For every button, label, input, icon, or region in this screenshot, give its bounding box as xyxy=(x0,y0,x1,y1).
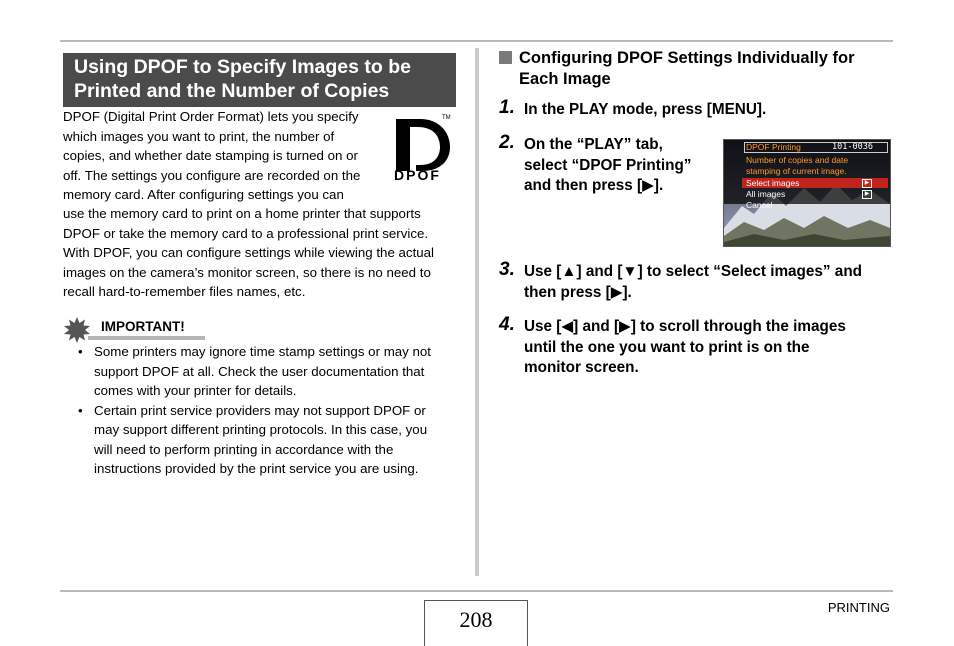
list-item-line: will need to perform printing in accordance with the xyxy=(94,441,394,457)
step-line: monitor screen. xyxy=(524,359,639,376)
intro-paragraph xyxy=(63,107,383,205)
screen-menu-arrow-icon: ▶ xyxy=(862,179,872,188)
screen-menu-item: All images xyxy=(746,189,786,199)
important-underline xyxy=(88,336,205,340)
step-number: 3. xyxy=(499,259,515,280)
step-text xyxy=(524,262,894,303)
sub-heading-text xyxy=(519,48,889,89)
intro-line: use the memory card to print on a home printer that supports xyxy=(63,206,421,221)
list-item xyxy=(78,401,454,479)
screen-menu-item: Select images xyxy=(746,178,800,188)
section-title-line: Printed and the Number of Copies xyxy=(74,80,390,102)
bullet-marker: • xyxy=(78,344,83,359)
column-divider xyxy=(475,48,479,576)
page-number: 208 xyxy=(459,607,493,632)
screen-menu-arrow-icon: ▶ xyxy=(862,190,872,199)
sub-heading xyxy=(499,48,889,88)
step-number: 2. xyxy=(499,132,515,153)
list-item-line: may support different printing protocols. In this case, you xyxy=(94,422,428,437)
bottom-rule xyxy=(60,590,893,592)
intro-line: images on the camera’s monitor screen, so there is no need to xyxy=(63,264,431,280)
step-number: 1. xyxy=(499,97,515,118)
list-item-line: support DPOF at all. Check the user documentation that xyxy=(94,363,425,379)
step-line: and then press [▶]. xyxy=(524,177,664,194)
step-line: In the PLAY mode, press [MENU]. xyxy=(524,101,767,118)
section-title-line: Using DPOF to Specify Images to be xyxy=(74,56,411,78)
screen-description-line: Number of copies and date xyxy=(746,155,849,165)
list-item-line: comes with your printer for details. xyxy=(94,383,297,398)
footer-section-label: PRINTING xyxy=(827,600,890,615)
intro-line: copies, and whether date stamping is turned on or xyxy=(63,148,358,163)
step-text xyxy=(524,135,719,197)
intro-paragraph-continued xyxy=(63,204,458,302)
step-line: Use [◀] and [▶] to scroll through the images xyxy=(524,318,846,335)
intro-line: memory card. After configuring settings you can xyxy=(63,187,344,202)
sub-heading-line: Each Image xyxy=(519,69,611,88)
list-item xyxy=(78,342,454,401)
starburst-icon xyxy=(63,316,91,344)
step-line: Use [▲] and [▼] to select “Select images” and xyxy=(524,263,863,280)
camera-screen xyxy=(723,139,891,247)
screen-file-number: 101-0036 xyxy=(832,142,873,152)
intro-line: With DPOF, you can configure settings while viewing the actual xyxy=(63,245,435,260)
screen-menu-item: Cancel xyxy=(746,200,773,210)
list-item-line: Some printers may ignore time stamp settings or may not xyxy=(94,344,431,359)
step-number: 4. xyxy=(499,314,515,335)
intro-line: which images you want to print, the number of xyxy=(63,128,335,144)
step-line: until the one you want to print is on the xyxy=(524,338,810,356)
trademark-mark: TM xyxy=(442,115,451,121)
intro-line: off. The settings you configure are recorded on the xyxy=(63,167,361,183)
list-item-line: instructions provided by the print service you are using. xyxy=(94,461,419,476)
dpof-logo xyxy=(390,113,456,185)
list-item-line: Certain print service providers may not support DPOF or xyxy=(94,402,426,418)
important-label: IMPORTANT! xyxy=(101,319,185,334)
section-title xyxy=(63,53,456,107)
intro-line: DPOF (Digital Print Order Format) lets you specify xyxy=(63,109,359,124)
intro-line: DPOF or take the memory card to a professional print service. xyxy=(63,225,429,241)
dpof-logo-text: DPOF xyxy=(394,167,441,183)
bullet-marker: • xyxy=(78,402,83,418)
screen-title: DPOF Printing xyxy=(746,142,801,152)
top-rule xyxy=(60,40,893,42)
step-line: select “DPOF Printing” xyxy=(524,156,692,174)
step-text xyxy=(524,100,884,121)
important-list xyxy=(78,342,454,479)
square-bullet-icon xyxy=(499,51,512,64)
step-text xyxy=(524,317,894,379)
sub-heading-line: Configuring DPOF Settings Individually for xyxy=(519,49,855,67)
step-line: then press [▶]. xyxy=(524,283,632,301)
step-line: On the “PLAY” tab, xyxy=(524,136,663,153)
intro-line: recall hard-to-remember files names, etc. xyxy=(63,284,306,299)
screen-description-line: stamping of current image. xyxy=(746,166,847,176)
